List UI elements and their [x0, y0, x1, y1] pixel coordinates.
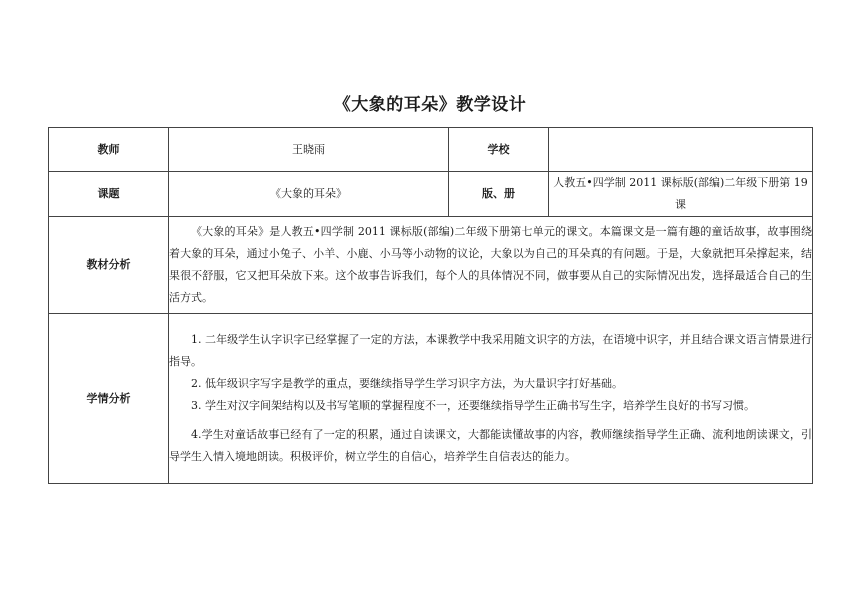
student-analysis-item: 2. 低年级识字写字是教学的重点，要继续指导学生学习识字方法，为大量识字打好基础。 — [191, 377, 623, 390]
material-analysis-text: 《大象的耳朵》是人教五•四学制 2011 课标版(部编)二年级下册第七单元的课文。本篇课文是一篇有趣的童话故事，故事围绕着大象的耳朵，通过小兔子、小羊、小鹿、小马等小动物的议论，大象以为自己的耳朵真的有问题。于是，大象就把耳朵撑起来，结果很不舒服，它又把耳朵放下来。这个故事告诉我们，每个人的具体情况不同，做事要从自己的实际情况出发，选择最适合自己的生活方式。 — [169, 225, 812, 304]
table-row-topic — [49, 172, 813, 217]
school-name — [549, 128, 813, 172]
table-row-material-analysis — [49, 217, 813, 314]
material-analysis-cell — [169, 217, 813, 314]
material-analysis-label: 教材分析 — [49, 217, 169, 314]
school-label: 学校 — [449, 128, 549, 172]
topic-label: 课题 — [49, 172, 169, 217]
teacher-name: 王晓雨 — [169, 128, 449, 172]
student-analysis-item: 4.学生对童话故事已经有了一定的积累，通过自读课文，大都能读懂故事的内容，教师继续指导学生正确、流利地朗读课文，引导学生入情入境地朗读。积极评价，树立学生的自信心，培养学生自信表达的能力。 — [169, 428, 812, 463]
document-title: 《大象的耳朵》教学设计 — [333, 95, 527, 115]
student-analysis-item: 1. 二年级学生认字识字已经掌握了一定的方法，本课教学中我采用随文识字的方法，在语境中识字，并且结合课文语言情景进行指导。 — [169, 333, 812, 368]
teacher-label: 教师 — [49, 128, 169, 172]
table-row-student-analysis — [49, 314, 813, 484]
edition-value: 人教五•四学制 2011 课标版(部编)二年级下册第 19 课 — [549, 172, 813, 217]
student-analysis-label: 学情分析 — [49, 314, 169, 484]
lesson-plan-table — [48, 127, 813, 484]
topic-value: 《大象的耳朵》 — [169, 172, 449, 217]
student-analysis-cell — [169, 314, 813, 484]
edition-label: 版、册 — [449, 172, 549, 217]
student-analysis-item: 3. 学生对汉字间架结构以及书写笔顺的掌握程度不一，还要继续指导学生正确书写生字，培养学生良好的书写习惯。 — [191, 399, 755, 412]
table-row-teacher — [49, 128, 813, 172]
